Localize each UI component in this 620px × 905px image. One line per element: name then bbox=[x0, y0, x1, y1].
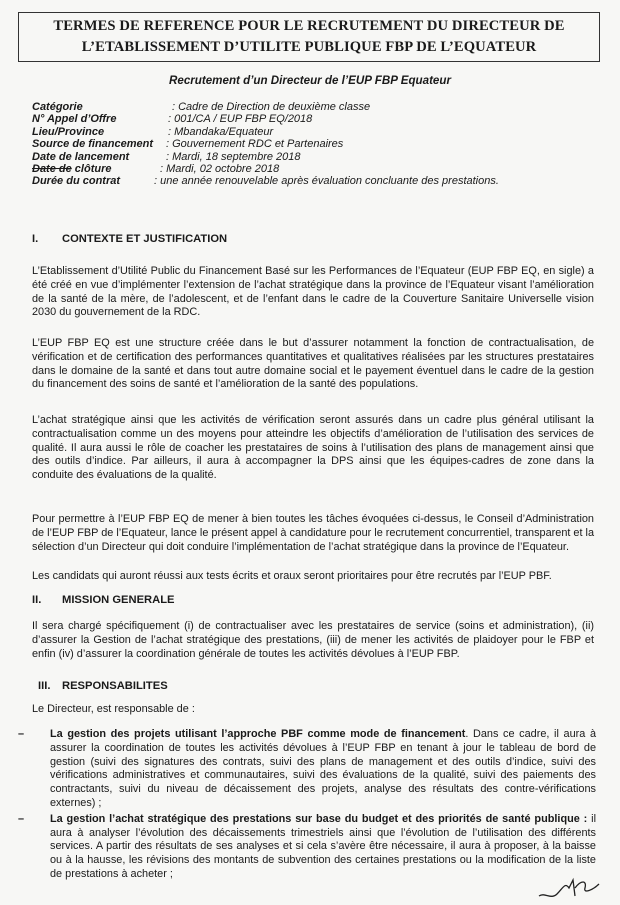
paragraph: Les candidats qui auront réussi aux tests écrits et oraux seront prioritaires pour être recrutés par l’EUP PBF. bbox=[32, 570, 552, 582]
responsibilities-list bbox=[18, 728, 596, 882]
info-row-appel bbox=[32, 113, 602, 125]
paragraph: L’EUP FBP EQ est une structure créée dans le but d’assurer notamment la fonction de contractualisation, de vérification et de certification des performances quantitatives et qualitatives réalisées par les structures prestataires dans le domaine de la santé et dans tout autre domaine social et le payement éventuel dans le cadre de la gestion du financement des soins de santé et l’amélioration de la santé des populations. bbox=[32, 337, 594, 391]
info-value: : 001/CA / EUP FBP EQ/2018 bbox=[168, 113, 313, 126]
info-row-lancement bbox=[32, 151, 602, 163]
info-row-source bbox=[32, 138, 602, 150]
section-number: III. bbox=[38, 680, 51, 692]
document-title-box bbox=[18, 12, 600, 62]
info-label: N° Appel d’Offre bbox=[32, 113, 117, 126]
signature-mark bbox=[535, 874, 605, 902]
section-number: I. bbox=[32, 233, 39, 245]
document-subtitle: Recrutement d’un Directeur de l’EUP FBP Equateur bbox=[169, 74, 451, 87]
list-item bbox=[18, 728, 596, 811]
section-heading-2 bbox=[32, 594, 175, 606]
paragraph: L’achat stratégique ainsi que les activités de vérification seront assurés dans un cadre plus général utilisant la contractualisation comme un des moyens pour atteindre les objectifs d’amélioration de l’utilisation des services de qualité. Il aura aussi le rôle de coacher les prestataires de soins à l’utilisation des plans de management ainsi que des outils d’indice. Par ailleurs, il aura à accompagner la DPS ainsi que les équipes-cadres de zone dans la conduite des évaluations de la qualité. bbox=[32, 414, 594, 482]
list-item-heading: La gestion des projets utilisant l’approche PBF comme mode de financement bbox=[50, 728, 466, 740]
info-label bbox=[32, 163, 111, 175]
info-value: : Cadre de Direction de deuxième classe bbox=[172, 101, 371, 113]
info-label: Date de lancement bbox=[32, 150, 130, 163]
section-heading-3 bbox=[38, 680, 168, 692]
paragraph: L’Etablissement d’Utilité Public du Financement Basé sur les Performances de l’Equateur (EUP FBP EQ, en sigle) a été créé en vue d’implémenter l’extension de l’achat stratégique dans la province de l’Equateur visant l’amélioration de la santé de la mère, de l’adolescent, et de l’enfant dans le cadre de la Couverture Sanitaire Universelle vision 2030 du gouvernement de la RDC. bbox=[32, 265, 594, 319]
info-value: : une année renouvelable après évaluation concluante des prestations. bbox=[154, 175, 499, 188]
section-title: CONTEXTE ET JUSTIFICATION bbox=[62, 233, 228, 245]
list-item-text: . Dans ce cadre, il aura à assurer la coordination de toutes les activités dévolues à l’EUP FBP en tenant à jour le tableau de bord de gestion (suivi des signatures des contrats, suivi des plans de management et des outils d’indice, suivi des vérifications administratives et communautaires, suivi des évaluations de la qualité, suivi des paiements des contractants, suivi du niveau de décaissement des projets, analyse des résultats des contre-vérifications externes) ; bbox=[50, 728, 596, 809]
info-value: : Mbandaka/Equateur bbox=[168, 125, 274, 138]
info-row-duree bbox=[32, 175, 602, 187]
info-block bbox=[32, 101, 602, 188]
paragraph: Il sera chargé spécifiquement (i) de contractualiser avec les prestataires de service (soins et administration), (ii) d’assurer la Gestion de l’achat stratégique des prestations, (iii) de mener les activités de plaidoyer pour le FBP et enfin (iv) d’assurer la coordination générale de toutes les activités dévolues à l’EUP FBP. bbox=[32, 620, 594, 660]
info-value: : Mardi, 18 septembre 2018 bbox=[166, 150, 301, 163]
info-label-rest: clôture bbox=[71, 162, 112, 175]
section-number: II. bbox=[32, 594, 42, 606]
info-value: : Mardi, 02 octobre 2018 bbox=[160, 162, 280, 175]
struck-text: Date de bbox=[32, 162, 72, 175]
title-line-1: TERMES DE REFERENCE POUR LE RECRUTEMENT DU DIRECTEUR DE bbox=[53, 18, 565, 34]
list-item-heading: La gestion l’achat stratégique des prestations sur base du budget et des priorités de santé publique : bbox=[50, 812, 588, 825]
list-item-text: il aura à analyser l’évolution des décaissements trimestriels ainsi que l’évolution de l’utilisation des différents services. A partir des résultats de ses analyses et si cela s’avère être nécessaire, il aura à proposer, à la baisse ou à la hausse, les révisions des montants de subvention des certaines prestations ou la modification de la liste de prestations à acheter ; bbox=[50, 812, 596, 880]
info-label: Lieu/Province bbox=[32, 125, 105, 138]
section-heading-1 bbox=[32, 233, 227, 245]
list-item bbox=[18, 813, 596, 882]
info-row-cloture bbox=[32, 163, 602, 175]
section-title: RESPONSABILITES bbox=[62, 680, 168, 692]
paragraph: Le Directeur, est responsable de : bbox=[32, 703, 195, 715]
info-label: Source de financement bbox=[32, 138, 154, 151]
dash-bullet: – bbox=[18, 812, 25, 825]
paragraph: Pour permettre à l’EUP FBP EQ de mener à bien toutes les tâches évoquées ci-dessus, le Conseil d’Administration de l’EUP FBP de l’Equateur, lance le présent appel à candidature pour le recrutement concurrentiel, transparent et la sélection d’un Directeur qui doit conduire l’implémentation de l’achat stratégique dans la province de l’Equateur. bbox=[32, 513, 595, 553]
info-label: Durée du contrat bbox=[32, 175, 121, 188]
info-value: : Gouvernement RDC et Partenaires bbox=[166, 138, 344, 151]
title-line-2: L’ETABLISSEMENT D’UTILITE PUBLIQUE FBP DE L’EQUATEUR bbox=[81, 39, 537, 55]
section-title: MISSION GENERALE bbox=[62, 594, 175, 606]
info-row-lieu bbox=[32, 126, 602, 138]
info-row-categorie bbox=[32, 101, 602, 113]
info-label: Catégorie bbox=[32, 101, 83, 113]
dash-bullet: – bbox=[18, 728, 25, 740]
